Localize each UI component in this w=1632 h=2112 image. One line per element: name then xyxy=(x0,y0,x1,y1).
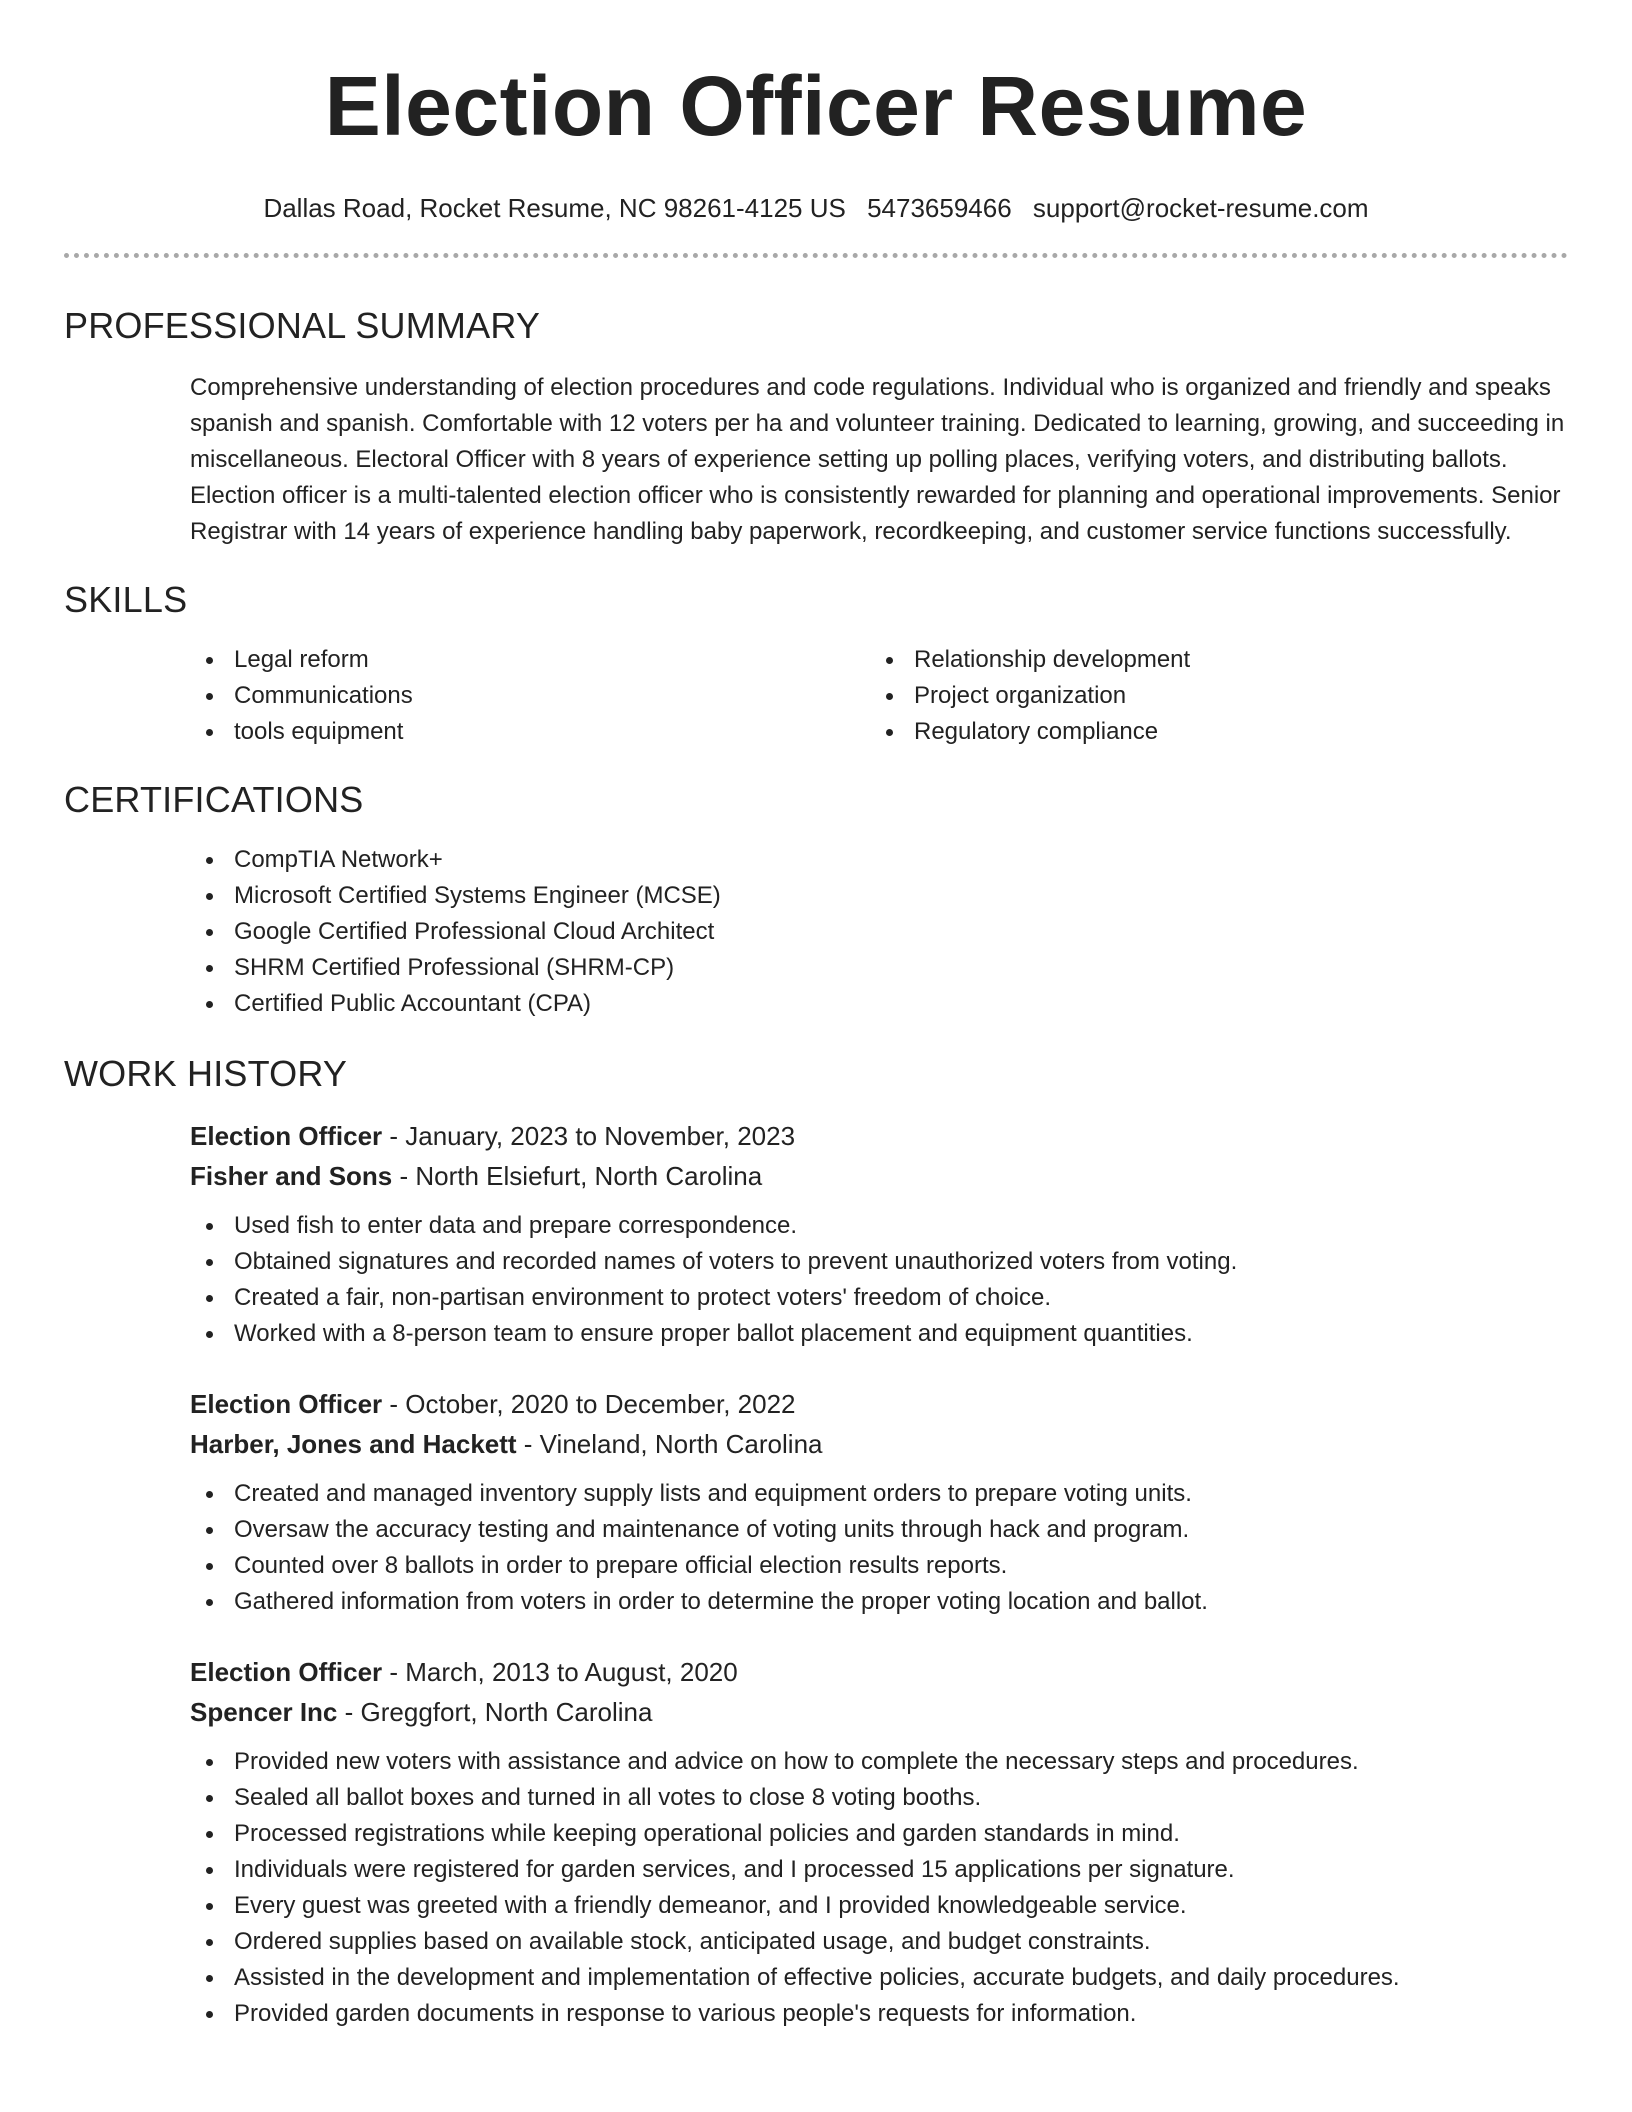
job-title: Election Officer xyxy=(190,1121,383,1151)
skills-column-right xyxy=(870,642,1550,750)
summary-section xyxy=(64,304,1568,550)
job-bullet: Obtained signatures and recorded names of voters to prevent unauthorized voters from voting. xyxy=(190,1244,1568,1280)
job-bullet: Created and managed inventory supply lists and equipment orders to prepare voting units. xyxy=(190,1476,1568,1512)
job-bullet: Counted over 8 ballots in order to prepare official election results reports. xyxy=(190,1548,1568,1584)
job-title-line xyxy=(190,1652,1568,1692)
job-bullet: Assisted in the development and implementation of effective policies, accurate budgets, and daily procedures. xyxy=(190,1960,1568,1996)
job-title-line xyxy=(190,1116,1568,1156)
skills-heading: SKILLS xyxy=(64,579,188,620)
job-bullet: Individuals were registered for garden services, and I processed 15 applications per signature. xyxy=(190,1852,1568,1888)
job-bullet: Processed registrations while keeping operational policies and garden standards in mind. xyxy=(190,1816,1568,1852)
skill-item: Regulatory compliance xyxy=(870,714,1550,750)
resume-page xyxy=(64,0,1568,2032)
job-title: Election Officer xyxy=(190,1389,383,1419)
job-bullet: Provided garden documents in response to various people's requests for information. xyxy=(190,1996,1568,2032)
skill-item: Relationship development xyxy=(870,642,1550,678)
job-company: Spencer Inc xyxy=(190,1697,338,1727)
job-entry xyxy=(190,1652,1568,2032)
job-bullets xyxy=(190,1208,1568,1352)
summary-text: Comprehensive understanding of election procedures and code regulations. Individual who is organized and friendly and speaks spanish and spanish. Comfortable with 12 voters per ha and volunteer training. Dedicated to learning, growing, and succeeding in miscellaneous. Electoral Officer with 8 years of experience setting up polling places, verifying voters, and distributing ballots. Election officer is a multi-talented election officer who is consistently rewarded for planning and operational improvements. Senior Registrar with 14 years of experience handling baby paperwork, recordkeeping, and customer service functions successfully. xyxy=(190,374,1565,545)
header-divider xyxy=(64,253,1568,258)
skills-column-left xyxy=(190,642,870,750)
skill-item: Project organization xyxy=(870,678,1550,714)
job-dates: - January, 2023 to November, 2023 xyxy=(382,1121,796,1151)
job-dates: - March, 2013 to August, 2020 xyxy=(382,1657,738,1687)
job-bullet: Provided new voters with assistance and advice on how to complete the necessary steps and procedures. xyxy=(190,1744,1568,1780)
skills-grid xyxy=(190,642,1568,750)
job-title: Election Officer xyxy=(190,1657,383,1687)
skill-item: Legal reform xyxy=(190,642,870,678)
job-bullet: Gathered information from voters in order to determine the proper voting location and ballot. xyxy=(190,1584,1568,1620)
job-company: Harber, Jones and Hackett xyxy=(190,1429,517,1459)
summary-heading: PROFESSIONAL SUMMARY xyxy=(64,305,541,346)
resume-title: Election Officer Resume xyxy=(324,59,1308,153)
job-bullets xyxy=(190,1744,1568,2032)
certifications-section xyxy=(64,778,1568,1022)
job-bullet: Ordered supplies based on available stock, anticipated usage, and budget constraints. xyxy=(190,1924,1568,1960)
job-company: Fisher and Sons xyxy=(190,1161,393,1191)
job-bullet: Oversaw the accuracy testing and maintenance of voting units through hack and program. xyxy=(190,1512,1568,1548)
job-company-line xyxy=(190,1692,1568,1732)
job-company-line xyxy=(190,1156,1568,1196)
job-dates: - October, 2020 to December, 2022 xyxy=(382,1389,796,1419)
job-bullet: Created a fair, non-partisan environment to protect voters' freedom of choice. xyxy=(190,1280,1568,1316)
job-location: - Vineland, North Carolina xyxy=(516,1429,823,1459)
job-company-line xyxy=(190,1424,1568,1464)
certification-item: SHRM Certified Professional (SHRM-CP) xyxy=(190,950,1568,986)
contact-line xyxy=(64,192,1568,224)
certification-item: CompTIA Network+ xyxy=(190,842,1568,878)
skill-item: tools equipment xyxy=(190,714,870,750)
contact-address: Dallas Road, Rocket Resume, NC 98261-4125 US xyxy=(263,193,846,223)
work-history-section xyxy=(64,1052,1568,2032)
job-entry xyxy=(190,1384,1568,1620)
job-bullet: Every guest was greeted with a friendly demeanor, and I provided knowledgeable service. xyxy=(190,1888,1568,1924)
work-history-heading: WORK HISTORY xyxy=(64,1053,348,1094)
certification-item: Microsoft Certified Systems Engineer (MCSE) xyxy=(190,878,1568,914)
contact-phone: 5473659466 xyxy=(867,193,1012,223)
job-bullets xyxy=(190,1476,1568,1620)
certification-item: Google Certified Professional Cloud Architect xyxy=(190,914,1568,950)
skills-section xyxy=(64,578,1568,750)
job-location: - Greggfort, North Carolina xyxy=(337,1697,653,1727)
contact-email: support@rocket-resume.com xyxy=(1032,193,1369,223)
certifications-list xyxy=(190,842,1568,1022)
job-title-line xyxy=(190,1384,1568,1424)
skill-item: Communications xyxy=(190,678,870,714)
certifications-heading: CERTIFICATIONS xyxy=(64,779,364,820)
certification-item: Certified Public Accountant (CPA) xyxy=(190,986,1568,1022)
job-entry xyxy=(190,1116,1568,1352)
job-bullet: Worked with a 8-person team to ensure proper ballot placement and equipment quantities. xyxy=(190,1316,1568,1352)
job-location: - North Elsiefurt, North Carolina xyxy=(392,1161,763,1191)
job-bullet: Sealed all ballot boxes and turned in all votes to close 8 voting booths. xyxy=(190,1780,1568,1816)
job-bullet: Used fish to enter data and prepare correspondence. xyxy=(190,1208,1568,1244)
